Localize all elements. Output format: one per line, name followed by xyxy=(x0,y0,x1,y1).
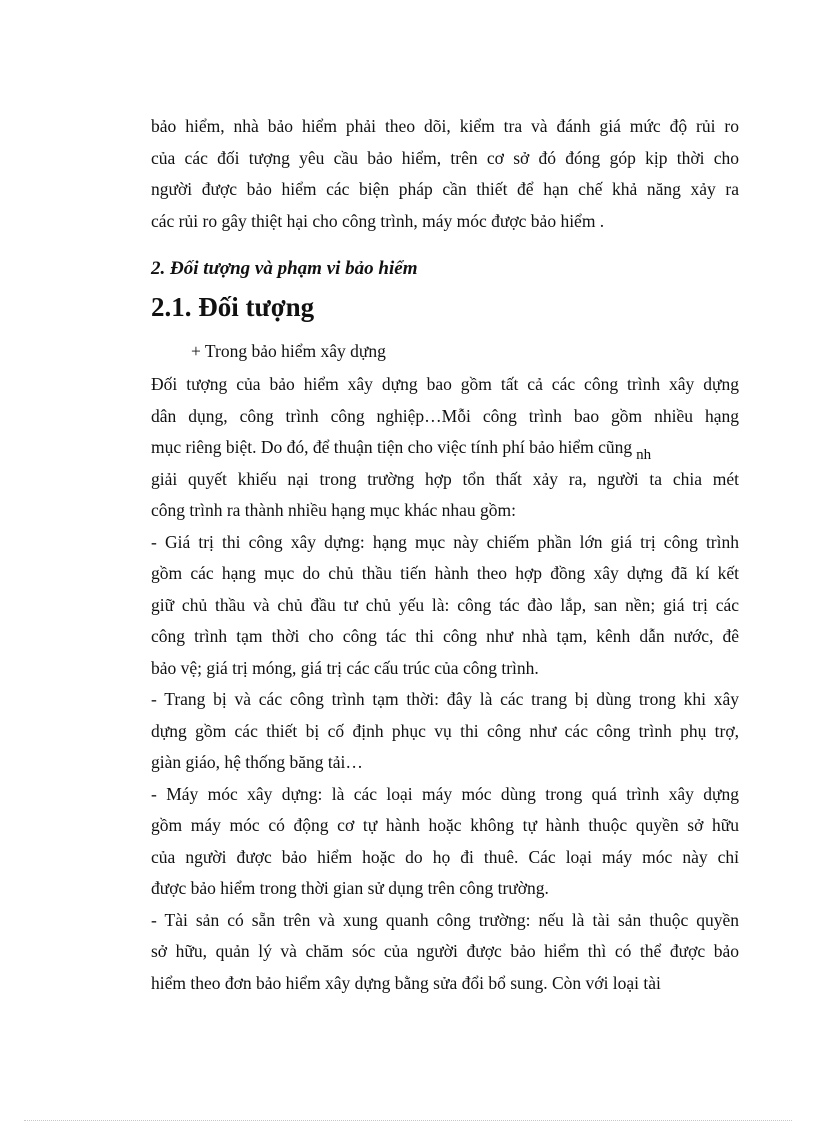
text-line: giàn giáo, hệ thống băng tải… xyxy=(151,752,363,772)
text-line: giải quyết khiếu nại trong trường hợp tổn thất xảy ra, người ta chia mét xyxy=(151,468,739,489)
text-line: người được bảo hiểm các biện pháp cần thiết để hạn chế khả năng xảy ra xyxy=(151,179,739,199)
text-line-with-subscript xyxy=(151,432,739,464)
text-line: sở hữu, quản lý và chăm sóc của người được bảo hiểm thì có thể được bảo xyxy=(151,941,739,961)
text-line: dựng gồm các thiết bị cố định phục vụ thi công như các công trình phụ trợ, xyxy=(151,720,739,741)
text-line: được bảo hiểm trong thời gian sử dụng trên công trường. xyxy=(151,878,549,898)
text-line: hiểm theo đơn bảo hiểm xây dựng bằng sửa đổi bổ sung. Còn với loại tài xyxy=(151,972,661,993)
text-line: - Máy móc xây dựng: là các loại máy móc dùng trong quá trình xây dựng xyxy=(151,783,739,804)
text-line-fragment: mục riêng biệt. Do đó, để thuận tiện cho việc tính phí bảo hiểm cũng xyxy=(151,437,633,457)
subsection-heading: 2.1. Đối tượng xyxy=(151,292,315,322)
text-line: công trình ra thành nhiều hạng mục khác nhau gồm: xyxy=(151,500,516,520)
text-line: - Tài sản có sẵn trên và xung quanh công trường: nếu là tài sản thuộc quyền xyxy=(151,909,739,930)
text-line: bảo hiểm, nhà bảo hiểm phải theo dõi, kiểm tra và đánh giá mức độ rủi ro xyxy=(151,116,739,136)
paragraph-objects xyxy=(151,369,739,999)
text-line: gồm các hạng mục do chủ thầu tiến hành theo hợp đồng xây dựng đã kí kết xyxy=(151,563,739,583)
bullet-line: + Trong bảo hiểm xây dựng xyxy=(191,341,386,361)
text-line: bảo vệ; giá trị móng, giá trị các cấu trúc của công trình. xyxy=(151,657,539,678)
text-line: công trình tạm thời cho công tác thi công như nhà tạm, kênh dẫn nước, đê xyxy=(151,626,739,646)
text-line: dân dụng, công trình công nghiệp…Mỗi công trình bao gồm nhiều hạng xyxy=(151,405,739,426)
text-line: của các đối tượng yêu cầu bảo hiểm, trên cơ sở đó đóng góp kịp thời cho xyxy=(151,147,739,168)
text-line: các rủi ro gây thiệt hại cho công trình, máy móc được bảo hiểm . xyxy=(151,210,605,231)
text-line: giữ chủ thầu và chủ đầu tư chủ yếu là: công tác đào lắp, san nền; giá trị các xyxy=(151,594,739,615)
subscript-fragment: nh xyxy=(636,447,652,463)
text-line: của người được bảo hiểm hoặc do họ đi thuê. Các loại máy móc này chỉ xyxy=(151,846,739,867)
text-line: gồm máy móc có động cơ tự hành hoặc không tự hành thuộc quyền sở hữu xyxy=(151,815,739,835)
text-line: - Trang bị và các công trình tạm thời: đây là các trang bị dùng trong khi xây xyxy=(151,689,739,709)
section-heading: 2. Đối tượng và phạm vi bảo hiểm xyxy=(151,258,418,279)
page-bottom-divider xyxy=(24,1120,792,1121)
text-line: - Giá trị thi công xây dựng: hạng mục này chiếm phần lớn giá trị công trình xyxy=(151,531,739,552)
text-line: Đối tượng của bảo hiểm xây dựng bao gồm tất cả các công trình xây dựng xyxy=(151,374,739,394)
paragraph-intro xyxy=(151,111,739,237)
